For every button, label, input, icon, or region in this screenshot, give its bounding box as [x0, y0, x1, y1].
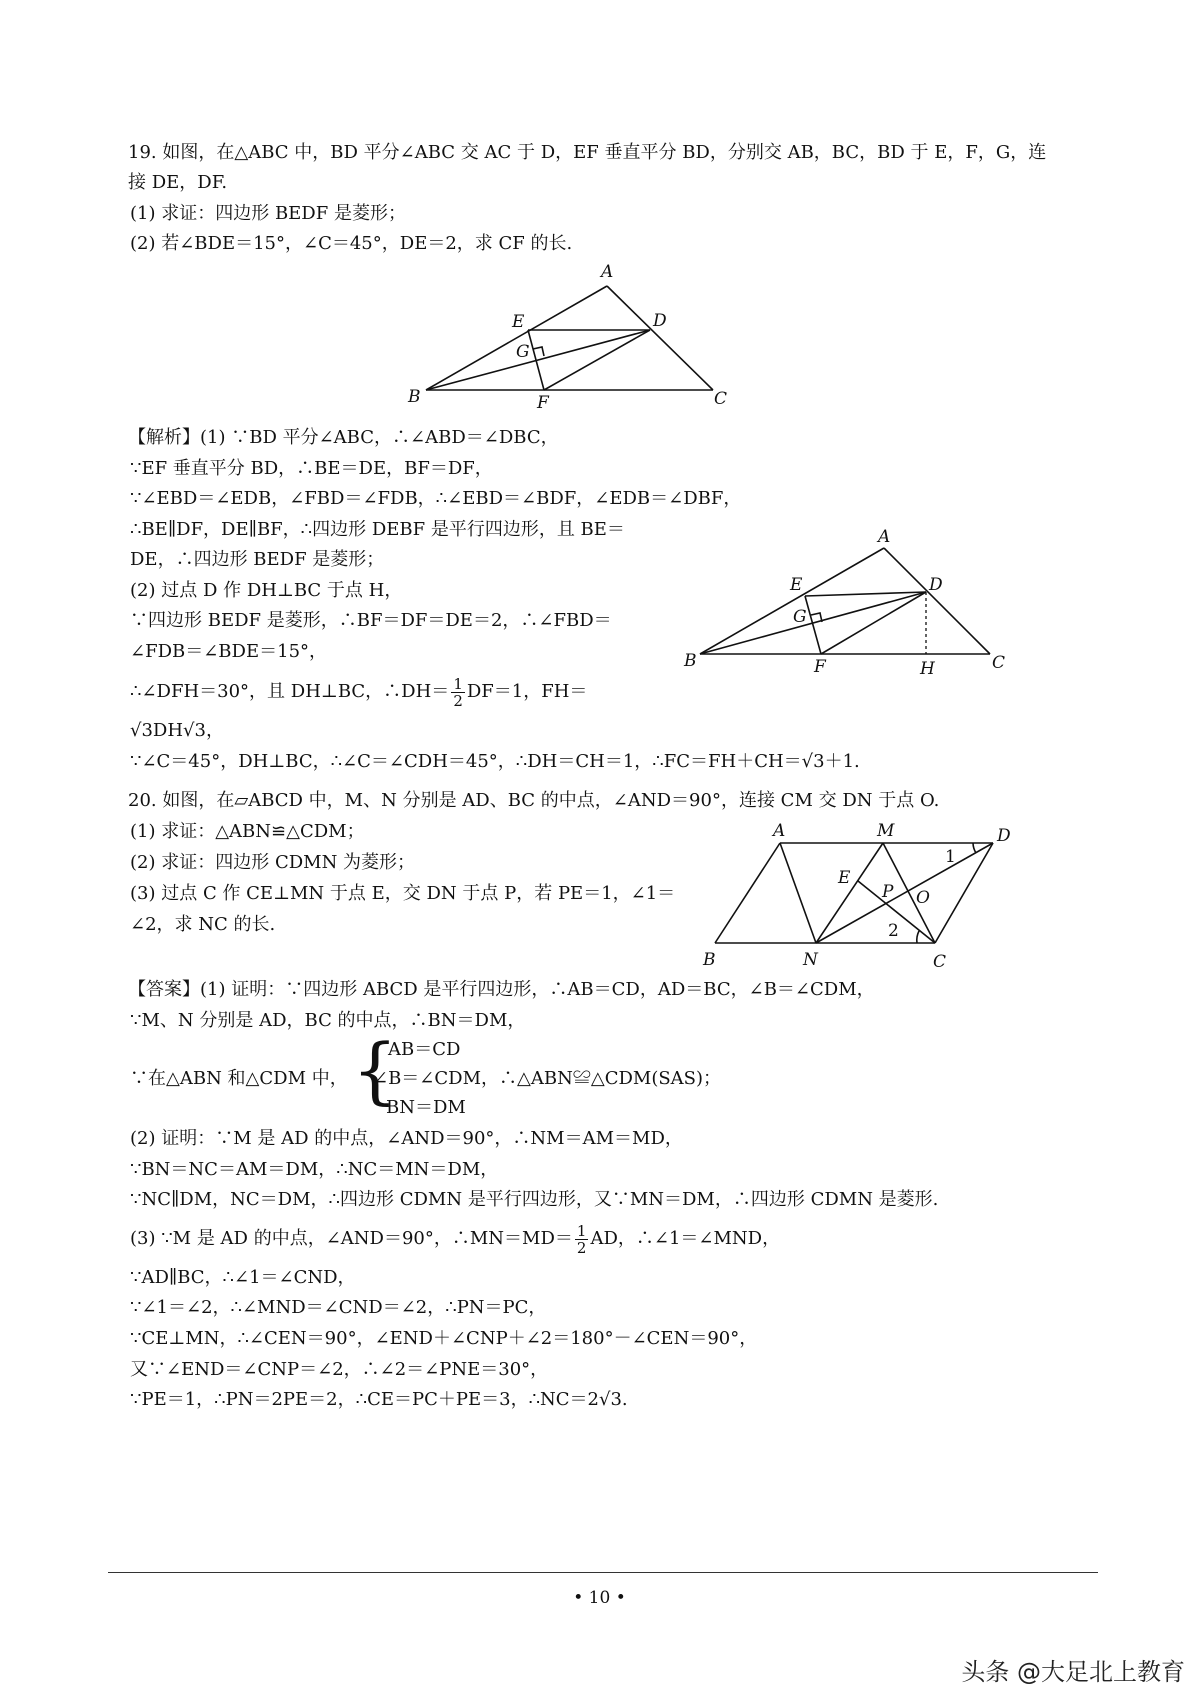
q20-ans-line7-b: AD，∴∠1＝∠MND，: [590, 1228, 781, 1249]
q19-solution-figure: [680, 520, 1020, 685]
q20-part3-line2: ∠2，求 NC 的长.: [130, 914, 276, 935]
q19-fraction-num: 1: [453, 674, 463, 693]
q20-ans-line12: ∵PE＝1，∴PN＝2PE＝2，∴CE＝PC＋PE＝3，∴NC＝2√3.: [130, 1389, 628, 1410]
q20-label-E: E: [838, 868, 851, 888]
q19s-seg-AC: [884, 548, 990, 654]
q20-angle2-arc: [917, 931, 919, 943]
q19-sol-line7: ∵四边形 BEDF 是菱形，∴BF＝DF＝DE＝2，∴∠FBD＝: [130, 610, 612, 631]
q20-label-N: N: [803, 950, 818, 970]
q20-ans-line10: ∵CE⊥MN，∴∠CEN＝90°，∠END＋∠CNP＋∠2＝180°－∠CEN＝90°，: [130, 1328, 758, 1349]
q19-sol-line6: (2) 过点 D 作 DH⊥BC 于点 H，: [130, 580, 403, 601]
footer-divider: [108, 1572, 1098, 1573]
q19-label-G: G: [516, 342, 530, 362]
q20-part2: (2) 求证：四边形 CDMN 为菱形；: [130, 852, 416, 873]
q20-seg-ND: [816, 843, 993, 943]
q19-stem-line2: 接 DE，DF.: [128, 172, 228, 193]
q19-sol-line5: DE，∴四边形 BEDF 是菱形；: [130, 549, 385, 570]
q19-sol-line11: ∵∠C＝45°，DH⊥BC，∴∠C＝∠CDH＝45°，∴DH＝CH＝1，∴FC＝FH＋CH＝√3＋1.: [130, 751, 860, 772]
q20-label-P: P: [882, 882, 894, 902]
page-number: • 10 •: [573, 1588, 626, 1608]
q20-ans-line2: ∵M、N 分别是 AD，BC 的中点，∴BN＝DM，: [130, 1010, 526, 1031]
q19s-seg-ED: [805, 592, 926, 596]
q20-ans-system-row1: AB＝CD: [388, 1039, 461, 1060]
q20-part3-line1: (3) 过点 C 作 CE⊥MN 于点 E，交 DN 于点 P，若 PE＝1，∠1＝: [130, 883, 676, 904]
watermark: 头条 @大足北上教育: [961, 1658, 1185, 1686]
q20-fraction-den: 2: [576, 1238, 587, 1257]
q20-figure: [695, 815, 1025, 975]
q19-part1: (1) 求证：四边形 BEDF 是菱形；: [130, 203, 406, 224]
q20-seg-AN: [780, 843, 816, 943]
q19s-label-D: D: [929, 575, 943, 595]
q20-ans-line4: (2) 证明：∵M 是 AD 的中点，∠AND＝90°，∴NM＝AM＝MD，: [130, 1128, 683, 1149]
q20-label-C: C: [933, 952, 947, 972]
q19s-label-G: G: [793, 607, 807, 627]
q20-fraction-half: [575, 1223, 589, 1256]
q20-angle1-arc: [973, 843, 976, 853]
q20-fraction-num: 1: [576, 1221, 587, 1240]
q19-seg-EF: [528, 330, 544, 390]
q19-sol-line8: ∠FDB＝∠BDE＝15°，: [130, 641, 328, 662]
q20-ans-line8: ∵AD∥BC，∴∠1＝∠CND，: [130, 1267, 356, 1288]
q19-label-F: F: [537, 393, 549, 412]
q20-seg-AB: [715, 843, 780, 943]
q19-sol-line2: ∵EF 垂直平分 BD，∴BE＝DE，BF＝DF，: [130, 458, 493, 479]
q19s-label-A: A: [878, 527, 891, 547]
q19-label-D: D: [653, 311, 667, 331]
q20-ans-line6: ∵NC∥DM，NC＝DM，∴四边形 CDMN 是平行四边形，又∵MN＝DM，∴四边形 CDMN 是菱形.: [130, 1189, 939, 1210]
q20-label-one: 1: [945, 847, 956, 867]
q19-stem-line1: 19. 如图，在△ABC 中，BD 平分∠ABC 交 AC 于 D，EF 垂直平分 BD，分别交 AB，BC，BD 于 E，F，G，连: [128, 142, 1047, 163]
q20-stem-line1: 20. 如图，在▱ABCD 中，M、N 分别是 AD、BC 的中点，∠AND＝90°，连接 CM 交 DN 于点 O.: [128, 790, 940, 811]
q19s-label-B: B: [684, 651, 697, 671]
q19-seg-BD: [426, 330, 650, 390]
q19-label-B: B: [408, 387, 421, 407]
q19-label-C: C: [714, 389, 728, 409]
q20-ans-line3-prefix: ∵在△ABN 和△CDM 中，: [130, 1068, 348, 1089]
q19-seg-BA: [426, 286, 607, 390]
q19-label-A: A: [601, 262, 614, 282]
q20-seg-DC: [935, 843, 993, 943]
q20-ans-line1: 【答案】(1) 证明：∵四边形 ABCD 是平行四边形，∴AB＝CD，AD＝BC，∠B＝∠CDM，: [128, 979, 875, 1000]
q19-figure: [400, 262, 740, 412]
q19-fraction-den: 2: [453, 691, 463, 710]
q20-label-two: 2: [888, 921, 899, 941]
q19-fraction-half: [451, 676, 465, 709]
q20-label-B: B: [703, 950, 716, 970]
q19s-seg-FD: [821, 592, 926, 654]
q20-ans-line11: 又∵∠END＝∠CNP＝∠2，∴∠2＝∠PNE＝30°，: [130, 1359, 549, 1380]
q20-ans-system-row3: BN＝DM: [386, 1097, 466, 1118]
q20-ans-line9: ∵∠1＝∠2，∴∠MND＝∠CND＝∠2，∴PN＝PC，: [130, 1297, 547, 1318]
q20-ans-line7: [130, 1219, 780, 1259]
q19-sol-line4: ∴BE∥DF，DE∥BF，∴四边形 DEBF 是平行四边形，且 BE＝: [130, 519, 625, 540]
q20-label-D: D: [997, 826, 1011, 846]
q19s-seg-BA: [700, 548, 884, 654]
q19-part2: (2) 若∠BDE＝15°，∠C＝45°，DE＝2，求 CF 的长.: [130, 233, 573, 254]
q19-sol-line9-b: DF＝1，FH＝: [466, 681, 588, 702]
q19s-label-H: H: [920, 659, 935, 679]
q19-sol-line10: √3DH√3，: [130, 720, 224, 741]
q20-ans-system-row2: ∠B＝∠CDM，∴△ABN≌△CDM(SAS)；: [373, 1068, 722, 1089]
q20-ans-line5: ∵BN＝NC＝AM＝DM，∴NC＝MN＝DM，: [130, 1159, 499, 1180]
q20-label-O: O: [916, 888, 930, 908]
q19-sol-line9: [130, 672, 587, 712]
q19-sol-line1: 【解析】(1) ∵BD 平分∠ABC，∴∠ABD＝∠DBC，: [128, 427, 559, 448]
q19-seg-FD: [544, 330, 650, 390]
q20-ans-line7-a: (3) ∵M 是 AD 的中点，∠AND＝90°，∴MN＝MD＝: [130, 1228, 573, 1249]
q19-sol-line3: ∵∠EBD＝∠EDB，∠FBD＝∠FDB，∴∠EBD＝∠BDF，∠EDB＝∠DBF，: [130, 488, 742, 509]
q19-label-E: E: [512, 312, 525, 332]
q19s-label-E: E: [790, 575, 803, 595]
q20-system-brace: {: [352, 1028, 398, 1112]
q19s-label-F: F: [814, 657, 826, 677]
q20-label-A: A: [773, 821, 786, 841]
q20-part1: (1) 求证：△ABN≌△CDM；: [130, 821, 365, 842]
q20-label-M: M: [877, 821, 895, 841]
q19s-label-C: C: [992, 653, 1006, 673]
q19-sol-line9-a: ∴∠DFH＝30°，且 DH⊥BC，∴DH＝: [130, 681, 450, 702]
